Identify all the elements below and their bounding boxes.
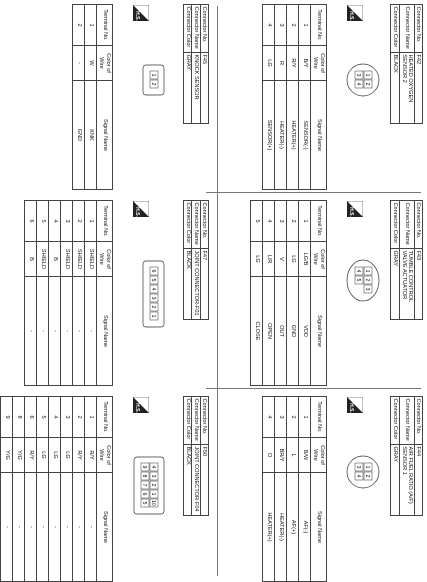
table-row bbox=[49, 397, 61, 582]
connector-face bbox=[135, 62, 167, 98]
terminal-table bbox=[250, 200, 327, 386]
signal-name: CLOSE bbox=[251, 277, 263, 386]
pin-number: 4 bbox=[355, 474, 361, 478]
wire-color: LG bbox=[61, 438, 73, 473]
connector-name-label: Connector Name bbox=[192, 5, 200, 53]
connector-block bbox=[221, 396, 423, 582]
signal-name-header: Signal Name bbox=[311, 81, 327, 190]
hs-badge-icon bbox=[133, 201, 149, 217]
connector-info-table bbox=[390, 396, 423, 516]
signal-name: - bbox=[25, 277, 37, 386]
signal-name-header: Signal Name bbox=[311, 277, 327, 386]
connector-name-value: KNOCK SENSOR bbox=[192, 53, 200, 124]
row-divider bbox=[217, 6, 218, 576]
terminal-number: 4 bbox=[263, 5, 275, 46]
terminal-number: 2 bbox=[287, 397, 299, 438]
pin-number: 3 bbox=[355, 73, 361, 77]
signal-name: - bbox=[13, 473, 25, 582]
terminal-number: 1 bbox=[85, 397, 97, 438]
terminal-no-header: Terminal No. bbox=[311, 201, 327, 242]
table-row bbox=[61, 397, 73, 582]
terminal-number: 1 bbox=[299, 397, 311, 438]
table-row bbox=[0, 397, 1, 582]
pin-number: 4 bbox=[150, 287, 156, 291]
terminal-number: 2 bbox=[73, 201, 85, 242]
connector-number-label: Connector No. bbox=[200, 397, 208, 445]
terminal-no-header: Terminal No. bbox=[97, 5, 113, 46]
pin-number: 4 bbox=[355, 269, 361, 273]
connector-number-value: F42 bbox=[414, 53, 422, 124]
terminal-table-header bbox=[97, 397, 113, 582]
terminal-number: 2 bbox=[287, 201, 299, 242]
connector-number-value: F43 bbox=[414, 249, 422, 320]
table-row bbox=[275, 201, 287, 386]
terminal-number: 1 bbox=[299, 201, 311, 242]
connector-number-value: F47 bbox=[200, 249, 208, 320]
terminal-number: 5 bbox=[251, 201, 263, 242]
connector-color-value: GRAY bbox=[391, 445, 399, 516]
wire-color: B bbox=[25, 242, 37, 277]
connector-name-value: HEATED OXYGEN SENSOR 2 bbox=[399, 53, 414, 124]
connector-color-value: BLACK bbox=[183, 445, 191, 516]
terminal-number: 3 bbox=[275, 201, 287, 242]
wire-color: Y/G bbox=[13, 438, 25, 473]
terminal-table-header bbox=[311, 5, 327, 190]
connector-name-label: Connector Name bbox=[192, 201, 200, 249]
connector-number-value: F44 bbox=[414, 445, 422, 516]
terminal-table-header bbox=[311, 201, 327, 386]
connector-number-value: F50 bbox=[200, 445, 208, 516]
terminal-number bbox=[0, 397, 1, 438]
wire-color: LG bbox=[37, 438, 49, 473]
pin-number: 1 bbox=[364, 465, 370, 469]
signal-name: - bbox=[73, 473, 85, 582]
wire-color: LG bbox=[287, 242, 299, 277]
signal-name: - bbox=[85, 277, 97, 386]
wire-color: R/Y bbox=[25, 438, 37, 473]
connector-color-value: GRAY bbox=[183, 53, 191, 124]
connector-face bbox=[340, 258, 381, 303]
connector-face bbox=[340, 454, 381, 490]
connector-color-label: Connector Color bbox=[183, 201, 191, 249]
pin-number: 8 bbox=[141, 474, 147, 478]
pin-number: 6 bbox=[150, 269, 156, 273]
wire-color-header: Color of Wire bbox=[311, 242, 327, 277]
terminal-number: 4 bbox=[263, 397, 275, 438]
hs-badge-icon bbox=[133, 397, 149, 413]
connector-name-label: Connector Name bbox=[192, 397, 200, 445]
signal-name bbox=[0, 473, 1, 582]
pin-number: 4 bbox=[150, 465, 156, 469]
terminal-number: 3 bbox=[275, 397, 287, 438]
signal-name: OPEN bbox=[263, 277, 275, 386]
terminal-number: 1 bbox=[85, 201, 97, 242]
terminal-table-header bbox=[97, 5, 113, 190]
connector-color-value: BLACK bbox=[183, 249, 191, 320]
table-row bbox=[287, 397, 299, 582]
pin-number: 1 bbox=[364, 269, 370, 273]
wire-color: L/R bbox=[263, 242, 275, 277]
wire-color: B bbox=[49, 242, 61, 277]
table-row bbox=[85, 397, 97, 582]
connector-color-value: BLACK bbox=[391, 53, 399, 124]
connector-number-label: Connector No. bbox=[200, 5, 208, 53]
connector-number-label: Connector No. bbox=[414, 5, 422, 53]
terminal-table bbox=[262, 396, 327, 582]
connector-face-diagram bbox=[345, 62, 381, 98]
signal-name: - bbox=[25, 473, 37, 582]
column-divider bbox=[206, 192, 421, 193]
terminal-number: 9 bbox=[1, 397, 13, 438]
signal-name: GND bbox=[287, 277, 299, 386]
wire-color: LG/B bbox=[299, 242, 311, 277]
column-divider bbox=[206, 388, 421, 389]
table-row bbox=[263, 201, 275, 386]
connector-color-label: Connector Color bbox=[391, 5, 399, 53]
connector-block bbox=[7, 4, 209, 190]
hs-label: H.S. bbox=[348, 11, 354, 21]
signal-name: GND bbox=[73, 81, 85, 190]
signal-name: - bbox=[61, 473, 73, 582]
pin-number: 9 bbox=[141, 465, 147, 469]
connector-info-table bbox=[183, 4, 209, 124]
connector-face-diagram bbox=[345, 258, 381, 303]
hs-badge-icon bbox=[347, 201, 363, 217]
connector-block bbox=[221, 200, 423, 386]
terminal-number: 6 bbox=[25, 201, 37, 242]
connector-name-value: TUMBLE CONTROL VALVE ACTUATOR bbox=[399, 249, 414, 320]
terminal-number: 3 bbox=[61, 397, 73, 438]
wire-color-header: Color of Wire bbox=[311, 438, 327, 473]
signal-name: KNK bbox=[85, 81, 97, 190]
signal-name: HEATER(-) bbox=[275, 81, 287, 190]
connector-name-value: AIR FUEL RATIO (A/F) SENSOR 1 bbox=[399, 445, 414, 516]
connector-color-label: Connector Color bbox=[391, 397, 399, 445]
connector-name-value: JOINT CONNECTOR-F04 bbox=[192, 445, 200, 516]
pin-number: 3 bbox=[150, 474, 156, 478]
wire-color: B/Y bbox=[299, 46, 311, 81]
wire-color: W bbox=[85, 46, 97, 81]
table-row bbox=[37, 201, 49, 386]
pin-number: 6 bbox=[141, 492, 147, 496]
signal-name: - bbox=[37, 473, 49, 582]
pin-number: 1 bbox=[364, 73, 370, 77]
signal-name: - bbox=[61, 277, 73, 386]
connector-number-label: Connector No. bbox=[200, 201, 208, 249]
connector-block bbox=[7, 200, 209, 386]
wire-color bbox=[0, 438, 1, 473]
wire-color: R/Y bbox=[287, 46, 299, 81]
table-row bbox=[73, 397, 85, 582]
hs-badge-icon bbox=[347, 5, 363, 21]
signal-name: - bbox=[73, 277, 85, 386]
wire-color: V bbox=[275, 242, 287, 277]
table-row bbox=[25, 397, 37, 582]
pin-number: 1 bbox=[150, 492, 156, 496]
table-row bbox=[299, 201, 311, 386]
wire-color: - bbox=[73, 46, 85, 81]
hs-label: H.S. bbox=[134, 403, 140, 413]
signal-name-header: Signal Name bbox=[97, 277, 113, 386]
table-row bbox=[85, 5, 97, 190]
wire-color: LG bbox=[263, 46, 275, 81]
wire-color: R bbox=[275, 46, 287, 81]
connector-face bbox=[135, 258, 167, 330]
connector-color-label: Connector Color bbox=[391, 201, 399, 249]
hs-badge-icon bbox=[347, 397, 363, 413]
pin-number: 2 bbox=[150, 305, 156, 309]
pin-number: 2 bbox=[364, 278, 370, 282]
signal-name: - bbox=[49, 473, 61, 582]
table-row bbox=[299, 5, 311, 190]
terminal-number: 6 bbox=[25, 397, 37, 438]
connector-name-value: JOINT CONNECTOR-F01 bbox=[192, 249, 200, 320]
terminal-no-header: Terminal No. bbox=[311, 5, 327, 46]
connector-number-label: Connector No. bbox=[414, 397, 422, 445]
connector-color-label: Connector Color bbox=[183, 397, 191, 445]
pin-number: 1 bbox=[150, 314, 156, 318]
pin-number: 2 bbox=[150, 483, 156, 487]
table-row bbox=[61, 201, 73, 386]
wire-color: SHIELD bbox=[37, 242, 49, 277]
pin-number: 3 bbox=[364, 287, 370, 291]
table-row bbox=[25, 201, 37, 386]
hs-badge-icon bbox=[133, 5, 149, 21]
wire-color: L bbox=[287, 438, 299, 473]
wire-color: BR/Y bbox=[275, 438, 287, 473]
terminal-number: 1 bbox=[299, 5, 311, 46]
signal-name: HEATER(+) bbox=[263, 473, 275, 582]
pin-number: 7 bbox=[141, 483, 147, 487]
table-row bbox=[275, 397, 287, 582]
table-row bbox=[13, 397, 25, 582]
pin-number: 5 bbox=[355, 278, 361, 282]
signal-name-header: Signal Name bbox=[97, 473, 113, 582]
connector-color-value: GRAY bbox=[391, 249, 399, 320]
pin-number: 3 bbox=[150, 296, 156, 300]
signal-name-header: Signal Name bbox=[97, 81, 113, 190]
pin-number: 3 bbox=[355, 465, 361, 469]
connector-number-label: Connector No. bbox=[414, 201, 422, 249]
signal-name: VDD bbox=[299, 277, 311, 386]
wire-color: Y/G bbox=[1, 438, 13, 473]
terminal-number: 4 bbox=[263, 201, 275, 242]
connector-name-label: Connector Name bbox=[399, 201, 414, 249]
wire-color: LG bbox=[251, 242, 263, 277]
table-row bbox=[73, 201, 85, 386]
table-row bbox=[287, 201, 299, 386]
terminal-number: 8 bbox=[13, 397, 25, 438]
signal-name: HEATER(+) bbox=[287, 81, 299, 190]
connector-info-table bbox=[390, 200, 423, 320]
hs-label: H.S. bbox=[348, 403, 354, 413]
pin-number: 5 bbox=[141, 501, 147, 505]
wire-color: O bbox=[263, 438, 275, 473]
table-row bbox=[85, 201, 97, 386]
terminal-table bbox=[0, 396, 113, 582]
terminal-table-header bbox=[97, 201, 113, 386]
pin-number: 2 bbox=[364, 474, 370, 478]
signal-name: - bbox=[37, 277, 49, 386]
pin-number: 4 bbox=[355, 82, 361, 86]
table-row bbox=[1, 397, 13, 582]
signal-name: SENSOR(-) bbox=[299, 81, 311, 190]
signal-name: OUT bbox=[275, 277, 287, 386]
signal-name: HEATER(-) bbox=[275, 473, 287, 582]
wire-color: SHIELD bbox=[85, 242, 97, 277]
connector-block bbox=[3, 396, 209, 582]
terminal-number: 5 bbox=[37, 397, 49, 438]
signal-name: AF(+) bbox=[287, 473, 299, 582]
terminal-number: 2 bbox=[73, 397, 85, 438]
hs-label: H.S. bbox=[134, 207, 140, 217]
pin-number: 5 bbox=[150, 278, 156, 282]
signal-name: AF(-) bbox=[299, 473, 311, 582]
table-row bbox=[73, 5, 85, 190]
connector-block bbox=[221, 4, 423, 190]
table-row bbox=[251, 201, 263, 386]
terminal-table bbox=[24, 200, 113, 386]
connector-color-label: Connector Color bbox=[183, 5, 191, 53]
wire-color-header: Color of Wire bbox=[97, 438, 113, 473]
connector-face bbox=[340, 62, 381, 98]
terminal-number: 2 bbox=[287, 5, 299, 46]
table-row bbox=[49, 201, 61, 386]
connector-face-diagram bbox=[140, 62, 167, 98]
connector-face-diagram bbox=[131, 454, 167, 517]
connector-info-table bbox=[390, 4, 423, 124]
signal-name: SENSOR(+) bbox=[263, 81, 275, 190]
connector-number-value: F45 bbox=[200, 53, 208, 124]
connector-name-label: Connector Name bbox=[399, 397, 414, 445]
wire-color: R/Y bbox=[73, 438, 85, 473]
terminal-no-header: Terminal No. bbox=[97, 201, 113, 242]
hs-label: H.S. bbox=[348, 207, 354, 217]
pin-number: 10 bbox=[150, 500, 156, 506]
terminal-number: 2 bbox=[73, 5, 85, 46]
pin-number: 2 bbox=[150, 82, 156, 86]
terminal-number: 1 bbox=[85, 5, 97, 46]
signal-name: - bbox=[49, 277, 61, 386]
terminal-number: 4 bbox=[49, 397, 61, 438]
pin-number: 2 bbox=[364, 82, 370, 86]
connector-face-diagram bbox=[140, 258, 167, 330]
pin-number: 1 bbox=[150, 73, 156, 77]
wire-color-header: Color of Wire bbox=[311, 46, 327, 81]
table-row bbox=[37, 397, 49, 582]
signal-name: - bbox=[1, 473, 13, 582]
terminal-number: 3 bbox=[61, 201, 73, 242]
terminal-number: 4 bbox=[49, 201, 61, 242]
connector-info-table bbox=[183, 396, 209, 516]
terminal-table bbox=[262, 4, 327, 190]
connector-face-diagram bbox=[345, 454, 381, 490]
terminal-number: 5 bbox=[37, 201, 49, 242]
terminal-table bbox=[72, 4, 113, 190]
terminal-no-header: Terminal No. bbox=[97, 397, 113, 438]
wire-color: SHIELD bbox=[61, 242, 73, 277]
connector-face bbox=[126, 454, 167, 517]
table-row bbox=[299, 397, 311, 582]
wire-color-header: Color of Wire bbox=[97, 46, 113, 81]
table-row bbox=[263, 397, 275, 582]
table-row bbox=[287, 5, 299, 190]
terminal-table-header bbox=[311, 397, 327, 582]
terminal-no-header: Terminal No. bbox=[311, 397, 327, 438]
connector-info-table bbox=[183, 200, 209, 320]
hs-label: H.S. bbox=[134, 11, 140, 21]
signal-name-header: Signal Name bbox=[311, 473, 327, 582]
wire-color: R/Y bbox=[85, 438, 97, 473]
table-row bbox=[275, 5, 287, 190]
table-row bbox=[263, 5, 275, 190]
connector-name-label: Connector Name bbox=[399, 5, 414, 53]
wire-color: LG bbox=[49, 438, 61, 473]
wire-color: B/W bbox=[299, 438, 311, 473]
wire-color: SHIELD bbox=[73, 242, 85, 277]
terminal-number: 3 bbox=[275, 5, 287, 46]
signal-name: - bbox=[85, 473, 97, 582]
wire-color-header: Color of Wire bbox=[97, 242, 113, 277]
